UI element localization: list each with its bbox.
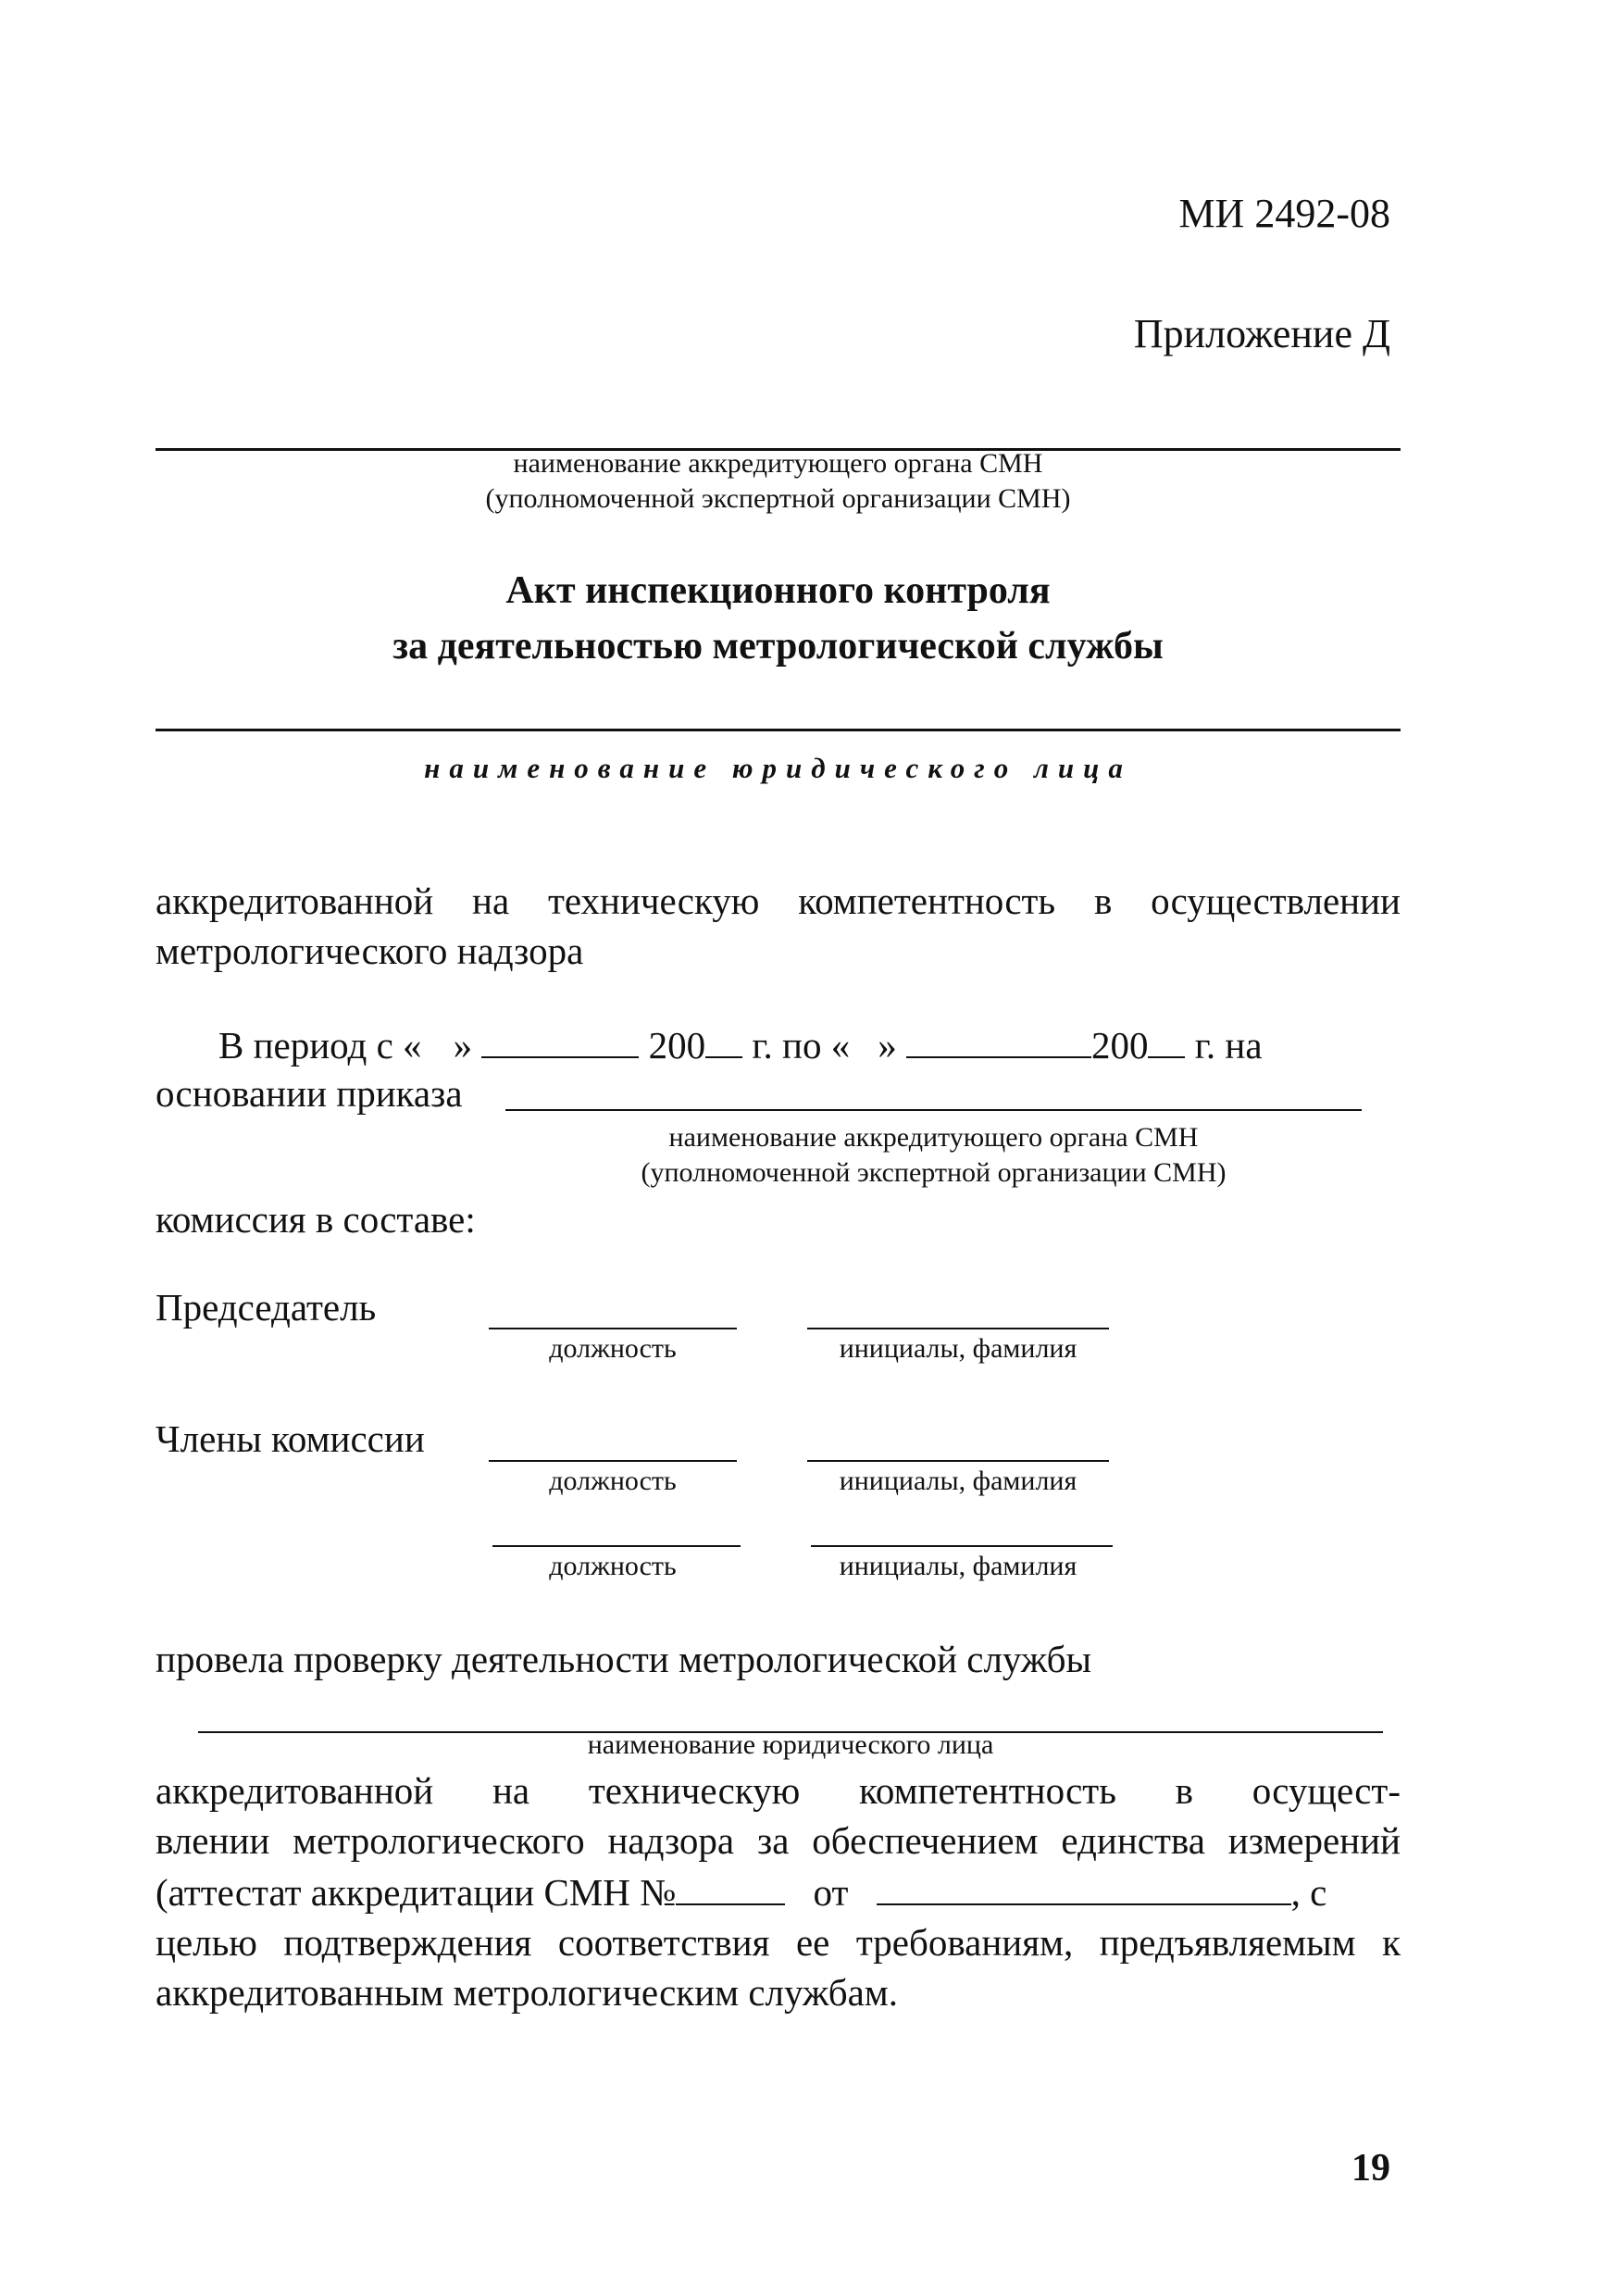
- final-line5: аккредитованным метрологическим службам.: [156, 1971, 899, 2014]
- certificate-number-blank[interactable]: [676, 1866, 785, 1905]
- member2-position-line[interactable]: [492, 1545, 741, 1547]
- authority-caption: [156, 446, 1401, 517]
- period-g2: г. на: [1194, 1024, 1263, 1067]
- chairman-label: Председатель: [156, 1286, 377, 1329]
- final-line3-a: (аттестат аккредитации СМН №: [156, 1871, 677, 1914]
- final-line4: целью подтверждения соответствия ее требованиям, предъявляемым к: [156, 1921, 1401, 1964]
- period-year-from-blank[interactable]: [705, 1018, 742, 1058]
- member1-position-line[interactable]: [489, 1460, 737, 1462]
- period-g1: г. по «: [752, 1024, 851, 1067]
- authority-caption-line1: наименование аккредитующего органа СМН: [513, 448, 1043, 479]
- intro-paragraph: [156, 876, 1401, 976]
- commission-label: комиссия в составе:: [156, 1198, 476, 1241]
- period-line: [218, 1018, 1392, 1070]
- period-year-to: 200: [1090, 1024, 1149, 1067]
- order-caption-line1: наименование аккредитующего органа СМН: [668, 1122, 1199, 1153]
- order-caption-line2: (уполномоченной экспертной организации СМН): [641, 1157, 1227, 1188]
- period-close-quote: »: [453, 1024, 473, 1067]
- final-line3-b: от: [813, 1871, 849, 1914]
- title-line1: Акт инспекционного контроля: [505, 569, 1051, 612]
- document-code: МИ 2492-08: [1178, 191, 1390, 236]
- member1-name-caption: инициалы, фамилия: [839, 1466, 1077, 1496]
- intro-line1: аккредитованной на техническую компетентность в осуществлении: [156, 880, 1401, 922]
- entity-caption-2: наименование юридического лица: [587, 1729, 994, 1760]
- period-from-blank[interactable]: [481, 1018, 639, 1058]
- title-line2: за деятельностью метрологической службы: [392, 625, 1164, 668]
- order-line[interactable]: [505, 1109, 1362, 1111]
- legal-entity-caption: наименование юридического лица: [424, 752, 1132, 784]
- member1-name-line[interactable]: [807, 1460, 1109, 1462]
- chairman-name-caption: инициалы, фамилия: [839, 1333, 1077, 1364]
- final-line3-c: , с: [1290, 1871, 1327, 1914]
- period-year-to-blank[interactable]: [1148, 1018, 1185, 1058]
- member2-position-caption: должность: [549, 1551, 677, 1581]
- chairman-position-line[interactable]: [489, 1328, 737, 1329]
- member2-name-caption: инициалы, фамилия: [839, 1551, 1077, 1581]
- member1-position-caption: должность: [549, 1466, 677, 1496]
- authority-caption-line2: (уполномоченной экспертной организации СМН): [485, 483, 1071, 514]
- order-label: основании приказа: [156, 1072, 463, 1115]
- intro-line2: метрологического надзора: [156, 930, 584, 972]
- period-year-from: 200: [648, 1024, 706, 1067]
- final-line1: аккредитованной на техническую компетентность в осущест-: [156, 1769, 1401, 1812]
- appendix-label: Приложение Д: [1133, 311, 1390, 356]
- final-line2: влении метрологического надзора за обеспечением единства измерений: [156, 1819, 1401, 1862]
- final-paragraph: [156, 1766, 1401, 2017]
- period-close-quote2: »: [878, 1024, 897, 1067]
- final-line3: [156, 1866, 1401, 1917]
- order-caption: [505, 1120, 1362, 1191]
- period-to-blank[interactable]: [906, 1018, 1091, 1058]
- chairman-position-caption: должность: [549, 1333, 677, 1364]
- member2-name-line[interactable]: [811, 1545, 1113, 1547]
- certificate-date-blank[interactable]: [877, 1866, 1291, 1905]
- period-prefix: В период с «: [218, 1024, 422, 1067]
- check-text: провела проверку деятельности метрологической службы: [156, 1638, 1092, 1680]
- chairman-name-line[interactable]: [807, 1328, 1109, 1329]
- page-title: [156, 563, 1401, 674]
- legal-entity-line: [156, 729, 1401, 731]
- page-number: 19: [1351, 2147, 1390, 2190]
- members-label: Члены комиссии: [156, 1417, 425, 1460]
